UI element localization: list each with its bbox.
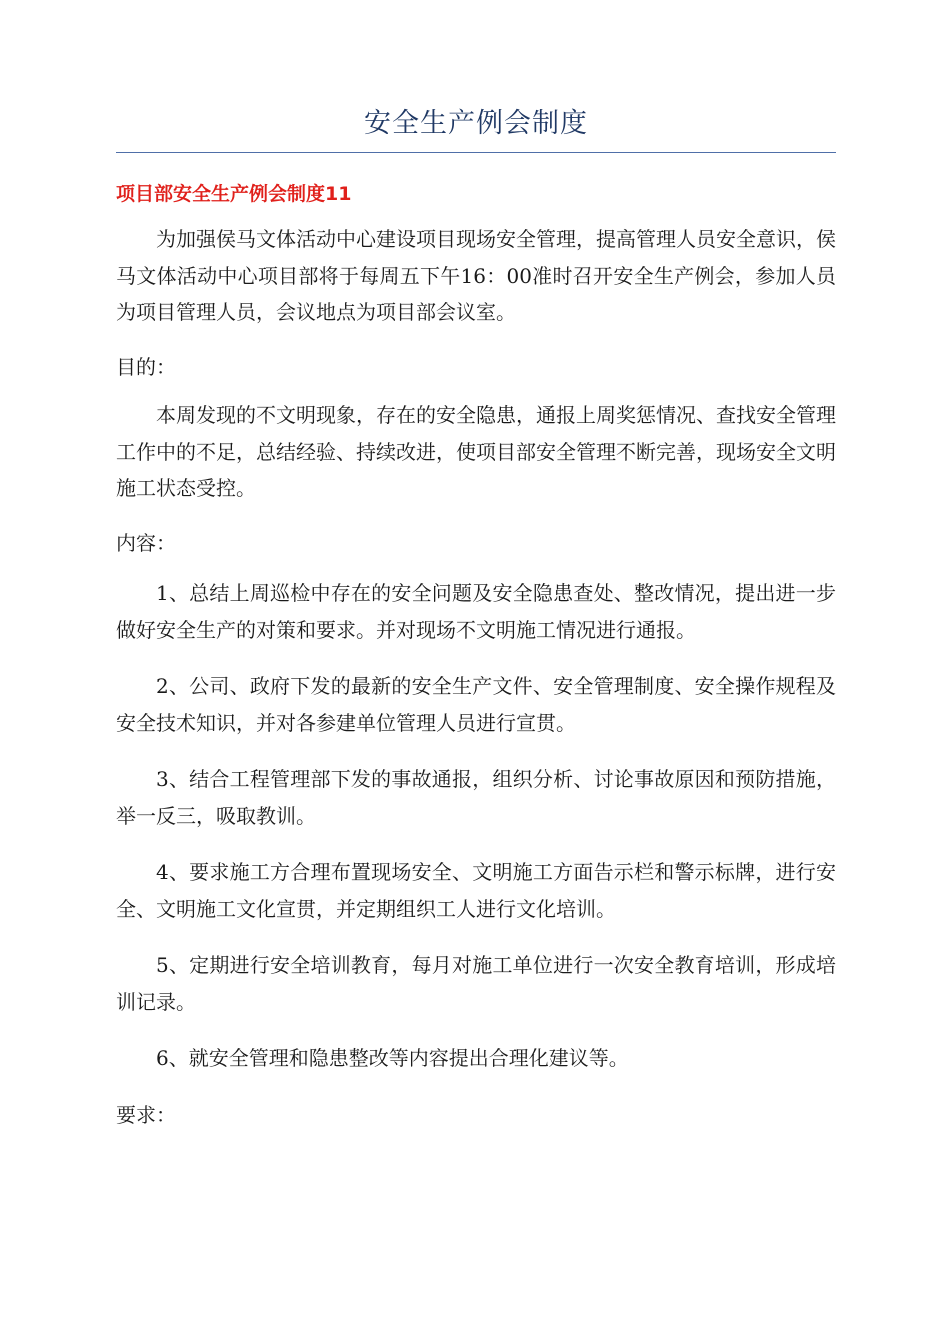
- requirements-label: 要求：: [116, 1102, 176, 1127]
- title-divider: [116, 152, 836, 153]
- section-heading: 项目部安全生产例会制度11: [116, 183, 352, 205]
- content-item-3: 3、结合工程管理部下发的事故通报，组织分析、讨论事故原因和预防措施，举一反三，吸取教训。: [116, 767, 836, 828]
- content-item-6: 6、就安全管理和隐患整改等内容提出合理化建议等。: [156, 1046, 629, 1070]
- content-item-1: 1、总结上周巡检中存在的安全问题及安全隐患查处、整改情况，提出进一步做好安全生产的对策和要求。并对现场不文明施工情况进行通报。: [116, 581, 836, 642]
- intro-paragraph: 为加强侯马文体活动中心建设项目现场安全管理，提高管理人员安全意识，侯马文体活动中心项目部将于每周五下午16：00准时召开安全生产例会，参加人员为项目管理人员，会议地点为项目部会议室。: [116, 227, 836, 324]
- content-label: 内容：: [116, 530, 176, 555]
- document-title: 安全生产例会制度: [364, 108, 588, 139]
- purpose-paragraph: 本周发现的不文明现象，存在的安全隐患，通报上周奖惩情况、查找安全管理工作中的不足，总结经验、持续改进，使项目部安全管理不断完善，现场安全文明施工状态受控。: [116, 403, 836, 500]
- content-item-5: 5、定期进行安全培训教育，每月对施工单位进行一次安全教育培训，形成培训记录。: [116, 953, 836, 1014]
- content-item-4: 4、要求施工方合理布置现场安全、文明施工方面告示栏和警示标牌，进行安全、文明施工文化宣贯，并定期组织工人进行文化培训。: [116, 860, 836, 921]
- content-item-2: 2、公司、政府下发的最新的安全生产文件、安全管理制度、安全操作规程及安全技术知识，并对各参建单位管理人员进行宣贯。: [116, 674, 836, 735]
- document-page: [116, 100, 836, 1133]
- purpose-label: 目的：: [116, 354, 176, 379]
